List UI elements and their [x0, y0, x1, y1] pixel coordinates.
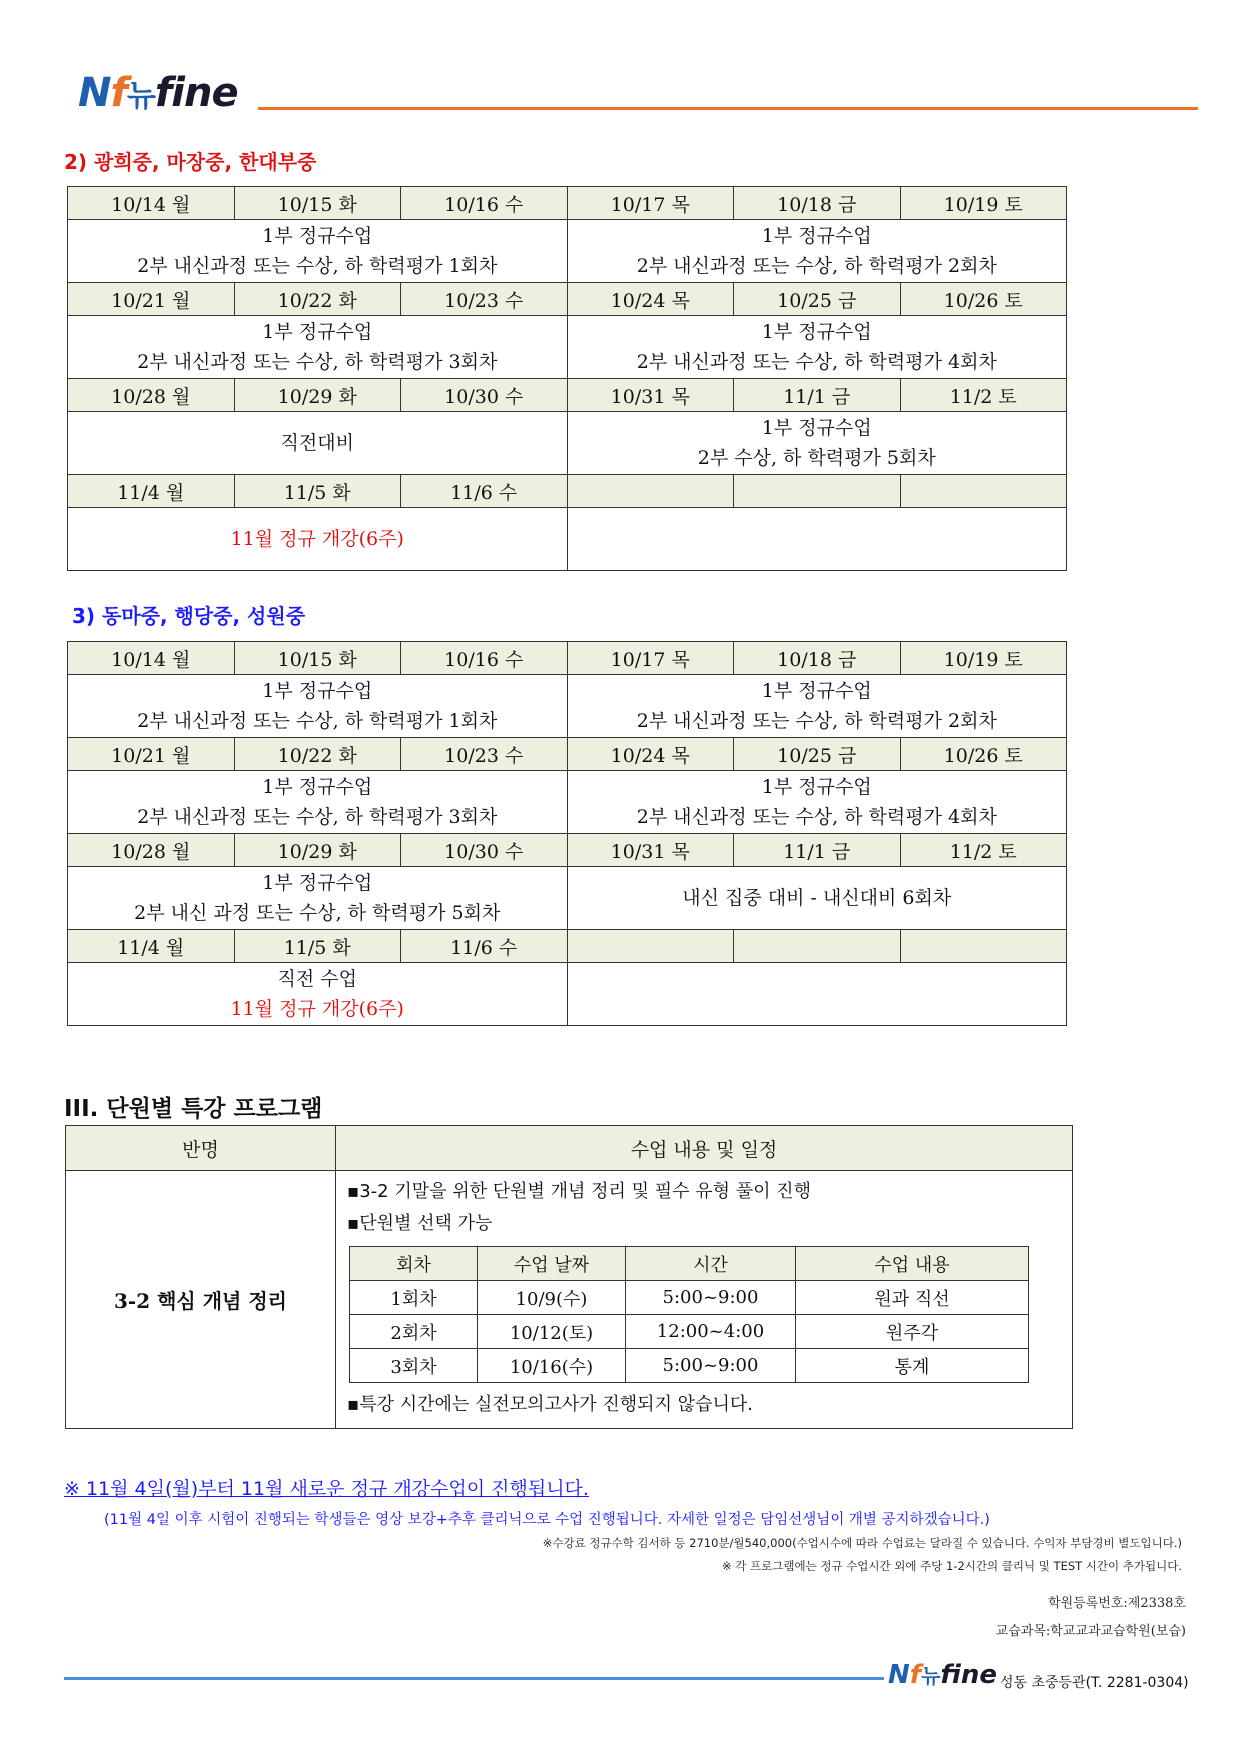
- bullet-3: ▪특강 시간에는 실전모의고사가 진행되지 않습니다.: [347, 1394, 753, 1415]
- schedule-line: 1부 정규수업: [262, 225, 373, 247]
- session-row: [350, 1315, 1029, 1349]
- day-cell: 10/19 토: [900, 642, 1067, 675]
- day-cell: 10/15 화: [234, 642, 401, 675]
- header-divider: [258, 107, 1198, 110]
- class-details: [336, 1171, 1073, 1429]
- schedule-line: 2부 수상, 하 학력평가 5회차: [697, 447, 936, 469]
- day-cell: 10/28 월: [68, 379, 235, 412]
- day-cell: 10/29 화: [234, 379, 401, 412]
- day-cell: 11/4 월: [68, 930, 235, 963]
- schedule-left-cell: [68, 771, 568, 834]
- day-cell: 10/15 화: [234, 187, 401, 220]
- day-cell: 10/19 토: [900, 187, 1067, 220]
- day-cell: [900, 475, 1067, 508]
- class-name: 3-2 핵심 개념 정리: [66, 1171, 336, 1429]
- schedule-line: 1부 정규수업: [262, 321, 373, 343]
- day-cell: [567, 930, 734, 963]
- day-cell: 11/5 화: [234, 475, 401, 508]
- schedule-right-cell: [567, 675, 1067, 738]
- section-iii-title: III. 단원별 특강 프로그램: [64, 1096, 323, 1122]
- schedule-line: 2부 내신과정 또는 수상, 하 학력평가 2회차: [636, 255, 997, 277]
- clinic-note: ※ 각 프로그램에는 정규 수업시간 외에 주당 1-2시간의 클리닉 및 TEST 시간이 추가됩니다.: [721, 1559, 1182, 1573]
- schedule-left-cell: [68, 508, 568, 571]
- day-cell: 10/30 수: [401, 834, 568, 867]
- schedule-right-cell: [567, 867, 1067, 930]
- schedule-table-section-3: [67, 641, 1067, 1026]
- col-header-content: 수업 내용 및 일정: [336, 1126, 1073, 1171]
- schedule-line: 직전대비: [280, 432, 354, 454]
- section-3-title: 3) 동마중, 행당중, 성원중: [72, 604, 306, 628]
- schedule-right-cell: [567, 963, 1067, 1026]
- session-row: [350, 1281, 1029, 1315]
- session-cell: 5:00~9:00: [626, 1349, 796, 1383]
- footer-logo: Nf뉴fine: [888, 1660, 998, 1690]
- session-cell: 2회차: [350, 1315, 478, 1349]
- fee-note: ※수강료 정규수학 김서하 등 2710분/월540,000(수업시수에 따라 수업료는 달라질 수 있습니다. 수익자 부담경비 별도입니다.): [542, 1536, 1182, 1550]
- day-cell: 10/16 수: [401, 642, 568, 675]
- session-cell: 통계: [796, 1349, 1029, 1383]
- session-header: 수업 내용: [796, 1247, 1029, 1281]
- session-header: 시간: [626, 1247, 796, 1281]
- schedule-left-cell: [68, 963, 568, 1026]
- session-cell: 원과 직선: [796, 1281, 1029, 1315]
- day-cell: 10/30 수: [401, 379, 568, 412]
- notice-main: ※ 11월 4일(월)부터 11월 새로운 정규 개강수업이 진행됩니다.: [64, 1478, 589, 1500]
- day-cell: 10/21 월: [68, 738, 235, 771]
- schedule-left-cell: [68, 316, 568, 379]
- day-cell: 10/26 토: [900, 738, 1067, 771]
- session-cell: 5:00~9:00: [626, 1281, 796, 1315]
- day-cell: [567, 475, 734, 508]
- day-cell: 11/1 금: [734, 834, 901, 867]
- day-cell: 10/18 금: [734, 187, 901, 220]
- day-cell: 10/18 금: [734, 642, 901, 675]
- schedule-line: 1부 정규수업: [761, 417, 872, 439]
- session-cell: 12:00~4:00: [626, 1315, 796, 1349]
- registration-number: 학원등록번호:제2338호: [1048, 1596, 1186, 1611]
- day-cell: 10/23 수: [401, 283, 568, 316]
- schedule-line: 2부 내신과정 또는 수상, 하 학력평가 3회차: [137, 806, 498, 828]
- day-cell: 11/5 화: [234, 930, 401, 963]
- footer-branch: 성동 초중등관(T. 2281-0304): [1000, 1675, 1189, 1691]
- day-cell: 11/2 토: [900, 834, 1067, 867]
- bullet-1: ▪3-2 기말을 위한 단원별 개념 정리 및 필수 유형 풀이 진행: [347, 1181, 811, 1202]
- day-cell: 10/24 목: [567, 283, 734, 316]
- col-header-class: 반명: [66, 1126, 336, 1171]
- session-table: [349, 1246, 1029, 1383]
- day-cell: 10/14 월: [68, 642, 235, 675]
- schedule-line: 내신 집중 대비 - 내신대비 6회차: [682, 887, 952, 909]
- schedule-table-section-2: [67, 186, 1067, 571]
- schedule-line: 1부 정규수업: [262, 776, 373, 798]
- day-cell: 10/31 목: [567, 379, 734, 412]
- day-cell: 10/25 금: [734, 738, 901, 771]
- session-cell: 10/12(토): [478, 1315, 626, 1349]
- day-cell: 10/25 금: [734, 283, 901, 316]
- schedule-line: 1부 정규수업: [761, 776, 872, 798]
- session-cell: 10/16(수): [478, 1349, 626, 1383]
- schedule-line: 2부 내신과정 또는 수상, 하 학력평가 4회차: [636, 351, 997, 373]
- day-cell: 10/21 월: [68, 283, 235, 316]
- day-cell: 10/17 목: [567, 187, 734, 220]
- day-cell: 10/29 화: [234, 834, 401, 867]
- schedule-line: 1부 정규수업: [262, 680, 373, 702]
- day-cell: 11/1 금: [734, 379, 901, 412]
- day-cell: 10/22 화: [234, 283, 401, 316]
- brand-logo: Nf뉴fine: [78, 70, 238, 116]
- schedule-right-cell: [567, 508, 1067, 571]
- schedule-line: 2부 내신과정 또는 수상, 하 학력평가 1회차: [137, 710, 498, 732]
- day-cell: 10/22 화: [234, 738, 401, 771]
- opening-notice: 11월 정규 개강(6주): [230, 998, 404, 1020]
- opening-notice: 11월 정규 개강(6주): [230, 528, 404, 550]
- day-cell: [734, 475, 901, 508]
- day-cell: 10/24 목: [567, 738, 734, 771]
- schedule-left-cell: [68, 675, 568, 738]
- day-cell: 10/16 수: [401, 187, 568, 220]
- session-cell: 원주각: [796, 1315, 1029, 1349]
- special-program-table: [65, 1125, 1073, 1429]
- schedule-line: 1부 정규수업: [761, 321, 872, 343]
- notice-sub: (11월 4일 이후 시험이 진행되는 학생들은 영상 보강+추후 클리닉으로 수업 진행됩니다. 자세한 일정은 담임선생님이 개별 공지하겠습니다.): [104, 1512, 990, 1528]
- schedule-right-cell: [567, 771, 1067, 834]
- session-cell: 3회차: [350, 1349, 478, 1383]
- day-cell: 11/2 토: [900, 379, 1067, 412]
- session-cell: 10/9(수): [478, 1281, 626, 1315]
- schedule-left-cell: [68, 867, 568, 930]
- session-cell: 1회차: [350, 1281, 478, 1315]
- day-cell: 10/26 토: [900, 283, 1067, 316]
- day-cell: 10/17 목: [567, 642, 734, 675]
- day-cell: 10/28 월: [68, 834, 235, 867]
- day-cell: 11/6 수: [401, 930, 568, 963]
- bullet-2: ▪단원별 선택 가능: [347, 1213, 493, 1234]
- day-cell: [734, 930, 901, 963]
- schedule-line: 1부 정규수업: [262, 872, 373, 894]
- day-cell: 11/4 월: [68, 475, 235, 508]
- schedule-right-cell: [567, 316, 1067, 379]
- schedule-line: 1부 정규수업: [761, 225, 872, 247]
- day-cell: 10/31 목: [567, 834, 734, 867]
- schedule-line: 2부 내신과정 또는 수상, 하 학력평가 4회차: [636, 806, 997, 828]
- section-2-title: 2) 광희중, 마장중, 한대부중: [64, 150, 317, 174]
- schedule-line: 2부 내신과정 또는 수상, 하 학력평가 2회차: [636, 710, 997, 732]
- schedule-line: 직전 수업: [277, 968, 357, 990]
- footer-divider: [64, 1677, 884, 1680]
- schedule-left-cell: [68, 412, 568, 475]
- day-cell: 11/6 수: [401, 475, 568, 508]
- day-cell: 10/14 월: [68, 187, 235, 220]
- schedule-line: 2부 내신 과정 또는 수상, 하 학력평가 5회차: [134, 902, 501, 924]
- session-header: 회차: [350, 1247, 478, 1281]
- schedule-line: 2부 내신과정 또는 수상, 하 학력평가 3회차: [137, 351, 498, 373]
- session-row: [350, 1349, 1029, 1383]
- schedule-line: 2부 내신과정 또는 수상, 하 학력평가 1회차: [137, 255, 498, 277]
- session-header: 수업 날짜: [478, 1247, 626, 1281]
- subject-info: 교습과목:학교교과교습학원(보습): [995, 1624, 1186, 1639]
- day-cell: [900, 930, 1067, 963]
- schedule-line: 1부 정규수업: [761, 680, 872, 702]
- schedule-right-cell: [567, 412, 1067, 475]
- schedule-right-cell: [567, 220, 1067, 283]
- day-cell: 10/23 수: [401, 738, 568, 771]
- schedule-left-cell: [68, 220, 568, 283]
